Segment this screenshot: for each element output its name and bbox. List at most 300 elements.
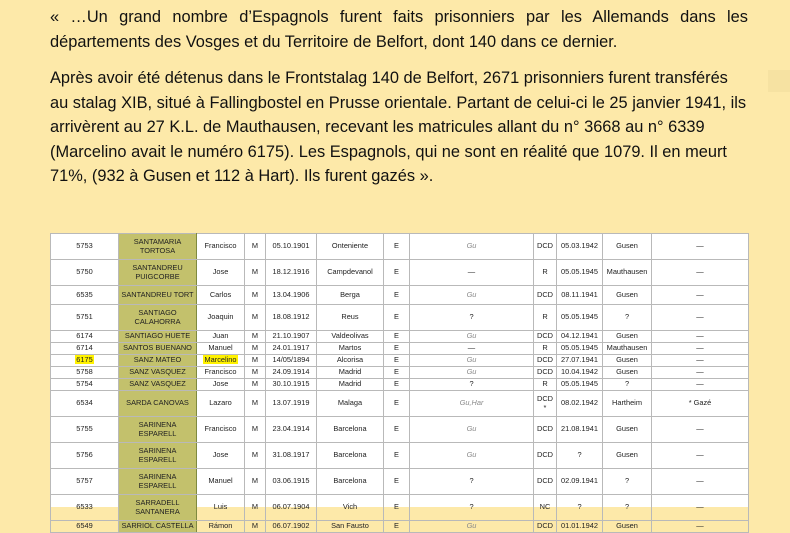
status-cell-text: DCD * — [536, 394, 553, 412]
nationality-cell-text: E — [394, 331, 399, 341]
matricule-cell — [51, 234, 119, 260]
table-row — [51, 343, 749, 355]
death-date-cell-text: 05.03.1942 — [561, 241, 598, 251]
sex-cell — [245, 367, 266, 379]
death-date-cell — [557, 331, 603, 343]
camp-cell-text: Gu — [466, 450, 477, 460]
location-cell — [603, 286, 652, 305]
status-cell-text: R — [542, 343, 548, 353]
sex-cell — [245, 469, 266, 495]
matricule-cell-text: 5750 — [76, 267, 93, 277]
table-row — [51, 495, 749, 521]
status-cell-text: DCD — [536, 289, 553, 299]
nationality-cell — [384, 260, 410, 286]
birthplace-cell — [317, 305, 384, 331]
camp-cell — [410, 234, 534, 260]
matricule-cell — [51, 260, 119, 286]
name-cell — [119, 355, 197, 367]
status-cell — [534, 331, 557, 343]
birthdate-cell — [266, 260, 317, 286]
matricule-cell-text: 5755 — [76, 424, 93, 434]
nationality-cell-text: E — [394, 312, 399, 322]
matricule-cell-text: 6533 — [76, 502, 93, 512]
sex-cell — [245, 286, 266, 305]
matricule-cell — [51, 443, 119, 469]
status-cell — [534, 521, 557, 533]
matricule-cell — [51, 495, 119, 521]
death-date-cell — [557, 469, 603, 495]
status-cell — [534, 391, 557, 417]
camp-cell — [410, 260, 534, 286]
location-cell-text: ? — [624, 502, 630, 512]
nationality-cell — [384, 521, 410, 533]
birthplace-cell — [317, 443, 384, 469]
status-cell — [534, 343, 557, 355]
sex-cell-text: M — [251, 367, 259, 377]
note-cell — [652, 469, 749, 495]
sex-cell-text: M — [251, 289, 259, 299]
note-cell — [652, 355, 749, 367]
birthdate-cell — [266, 469, 317, 495]
birthdate-cell — [266, 443, 317, 469]
prisoner-table — [50, 233, 749, 533]
firstname-cell — [197, 355, 245, 367]
firstname-cell-text: Francisco — [204, 424, 237, 434]
death-date-cell-text: 05.05.1945 — [561, 379, 598, 389]
birthdate-cell-text: 06.07.1902 — [272, 521, 310, 531]
death-date-cell-text: 10.04.1942 — [561, 367, 598, 377]
status-cell — [534, 305, 557, 331]
status-cell-text: DCD — [536, 241, 553, 251]
firstname-cell — [197, 391, 245, 417]
note-cell — [652, 521, 749, 533]
birthplace-cell — [317, 379, 384, 391]
death-date-cell-text: 05.05.1945 — [561, 267, 598, 277]
location-cell — [603, 367, 652, 379]
birthdate-cell — [266, 234, 317, 260]
note-cell — [652, 495, 749, 521]
location-cell-text: Gusen — [616, 521, 638, 531]
firstname-cell-text: Francisco — [204, 367, 237, 377]
birthplace-cell — [317, 367, 384, 379]
firstname-cell-text: Manuel — [208, 343, 233, 353]
matricule-cell-text: 5753 — [76, 241, 93, 251]
note-cell-text: — — [696, 367, 704, 377]
death-date-cell — [557, 379, 603, 391]
camp-cell — [410, 343, 534, 355]
nationality-cell — [384, 391, 410, 417]
matricule-cell-text: 5751 — [76, 312, 93, 322]
death-date-cell-text: 27.07.1941 — [561, 355, 598, 365]
death-date-cell — [557, 260, 603, 286]
name-cell — [119, 331, 197, 343]
birthdate-cell-text: 31.08.1917 — [272, 450, 310, 460]
nationality-cell — [384, 234, 410, 260]
note-cell-text: — — [696, 424, 704, 434]
name-cell — [119, 305, 197, 331]
status-cell-text: DCD — [536, 450, 553, 460]
name-cell-text: SANZ VASQUEZ — [129, 379, 186, 389]
table-row — [51, 355, 749, 367]
birthplace-cell — [317, 469, 384, 495]
matricule-cell-text: 6535 — [76, 289, 93, 299]
nationality-cell-text: E — [394, 476, 399, 486]
firstname-cell-text: Jose — [212, 450, 229, 460]
status-cell-text: DCD — [536, 355, 553, 365]
sex-cell-text: M — [251, 398, 259, 408]
nationality-cell-text: E — [394, 379, 399, 389]
birthdate-cell — [266, 305, 317, 331]
location-cell — [603, 234, 652, 260]
sex-cell — [245, 391, 266, 417]
nationality-cell — [384, 495, 410, 521]
death-date-cell — [557, 367, 603, 379]
table-row — [51, 260, 749, 286]
birthplace-cell-text: Valdeolivas — [331, 331, 369, 341]
death-date-cell — [557, 343, 603, 355]
nationality-cell — [384, 286, 410, 305]
note-cell-text: — — [696, 343, 704, 353]
status-cell-text: R — [542, 312, 548, 322]
birthplace-cell-text: Barcelona — [333, 424, 367, 434]
table-row — [51, 305, 749, 331]
camp-cell-text: — — [467, 267, 476, 277]
sex-cell-text: M — [251, 267, 259, 277]
nationality-cell-text: E — [394, 424, 399, 434]
matricule-cell-text: 6714 — [76, 343, 93, 353]
location-cell — [603, 495, 652, 521]
firstname-cell — [197, 469, 245, 495]
birthplace-cell — [317, 343, 384, 355]
camp-cell-text: Gu — [466, 521, 477, 531]
note-cell-text: — — [696, 267, 704, 277]
camp-cell-text: Gu — [466, 331, 477, 341]
death-date-cell — [557, 286, 603, 305]
firstname-cell — [197, 234, 245, 260]
location-cell-text: ? — [624, 476, 630, 486]
name-cell — [119, 286, 197, 305]
death-date-cell-text: 05.05.1945 — [561, 343, 598, 353]
status-cell — [534, 234, 557, 260]
location-cell-text: ? — [624, 379, 630, 389]
sex-cell-text: M — [251, 424, 259, 434]
note-cell — [652, 234, 749, 260]
note-cell-text: — — [696, 379, 704, 389]
death-date-cell — [557, 417, 603, 443]
note-cell-text: — — [696, 355, 704, 365]
firstname-cell-text: Juan — [212, 331, 229, 341]
table-row — [51, 379, 749, 391]
name-cell — [119, 495, 197, 521]
sex-cell-text: M — [251, 502, 259, 512]
sex-cell — [245, 379, 266, 391]
death-date-cell-text: 04.12.1941 — [561, 331, 598, 341]
name-cell-text: SANZ MATEO — [133, 355, 182, 365]
camp-cell — [410, 367, 534, 379]
name-cell-text: SANTAMARIA TORTOSA — [133, 237, 182, 255]
note-cell-text: — — [696, 289, 704, 299]
matricule-cell-text: 6175 — [76, 355, 93, 365]
birthplace-cell-text: Campdevanol — [327, 267, 373, 277]
camp-cell-text: — — [467, 343, 476, 353]
birthplace-cell — [317, 521, 384, 533]
nationality-cell — [384, 367, 410, 379]
name-cell — [119, 469, 197, 495]
name-cell-text: SANTANDREU TORT — [121, 289, 194, 299]
birthdate-cell-text: 03.06.1915 — [272, 476, 310, 486]
table-row — [51, 234, 749, 260]
name-cell-text: SANTANDREU PUIGCORBE — [132, 263, 183, 281]
sex-cell-text: M — [251, 241, 259, 251]
firstname-cell-text: Luis — [213, 502, 228, 512]
location-cell-text: Gusen — [616, 289, 638, 299]
birthdate-cell — [266, 331, 317, 343]
camp-cell-text: Gu — [466, 424, 477, 434]
camp-cell-text: ? — [469, 502, 474, 512]
camp-cell — [410, 379, 534, 391]
death-date-cell — [557, 443, 603, 469]
sex-cell-text: M — [251, 343, 259, 353]
birthplace-cell — [317, 331, 384, 343]
location-cell-text: Gusen — [616, 355, 638, 365]
matricule-cell — [51, 469, 119, 495]
matricule-cell-text: 6534 — [76, 398, 93, 408]
table-row — [51, 286, 749, 305]
firstname-cell — [197, 331, 245, 343]
nationality-cell — [384, 343, 410, 355]
name-cell — [119, 521, 197, 533]
firstname-cell — [197, 521, 245, 533]
name-cell-text: SARINENA ESPARELL — [138, 472, 177, 490]
location-cell-text: Mauthausen — [606, 343, 648, 353]
birthplace-cell-text: Reus — [341, 312, 359, 322]
firstname-cell — [197, 305, 245, 331]
birthplace-cell — [317, 417, 384, 443]
matricule-cell — [51, 417, 119, 443]
status-cell-text: DCD — [536, 331, 553, 341]
firstname-cell-text: Jose — [212, 379, 229, 389]
name-cell-text: SANTOS BUENANO — [123, 343, 192, 353]
birthplace-cell — [317, 355, 384, 367]
note-cell-text: — — [696, 502, 704, 512]
location-cell — [603, 391, 652, 417]
birthplace-cell — [317, 260, 384, 286]
status-cell-text: NC — [539, 502, 551, 512]
nationality-cell-text: E — [394, 289, 399, 299]
sex-cell-text: M — [251, 331, 259, 341]
location-cell — [603, 469, 652, 495]
birthdate-cell-text: 24.01.1917 — [272, 343, 310, 353]
birthdate-cell — [266, 355, 317, 367]
matricule-cell — [51, 286, 119, 305]
sex-cell — [245, 331, 266, 343]
firstname-cell-text: Carlos — [209, 289, 232, 299]
firstname-cell-text: Joaquin — [207, 312, 234, 322]
birthplace-cell-text: Onteniente — [331, 241, 369, 251]
birthdate-cell — [266, 495, 317, 521]
birthdate-cell-text: 24.09.1914 — [272, 367, 310, 377]
birthdate-cell-text: 23.04.1914 — [272, 424, 310, 434]
note-cell-text: — — [696, 450, 704, 460]
note-cell-text: — — [696, 331, 704, 341]
birthplace-cell-text: San Fausto — [331, 521, 369, 531]
birthplace-cell-text: Madrid — [338, 367, 362, 377]
birthplace-cell-text: Alcorisa — [336, 355, 364, 365]
note-cell-text: * Gazé — [688, 398, 712, 408]
firstname-cell-text: Jose — [212, 267, 229, 277]
birthdate-cell — [266, 417, 317, 443]
birthplace-cell-text: Barcelona — [333, 450, 367, 460]
firstname-cell — [197, 379, 245, 391]
camp-cell-text: Gu,Har — [459, 398, 484, 408]
note-cell-text: — — [696, 476, 704, 486]
location-cell — [603, 379, 652, 391]
status-cell — [534, 260, 557, 286]
birthdate-cell — [266, 521, 317, 533]
location-cell-text: Gusen — [616, 331, 638, 341]
name-cell — [119, 367, 197, 379]
birthdate-cell-text: 05.10.1901 — [272, 241, 310, 251]
matricule-cell-text: 5754 — [76, 379, 93, 389]
death-date-cell — [557, 355, 603, 367]
sex-cell-text: M — [251, 312, 259, 322]
location-cell-text: ? — [624, 312, 630, 322]
camp-cell — [410, 417, 534, 443]
birthdate-cell-text: 06.07.1904 — [272, 502, 310, 512]
firstname-cell — [197, 367, 245, 379]
birthdate-cell-text: 18.12.1916 — [272, 267, 310, 277]
nationality-cell-text: E — [394, 241, 399, 251]
death-date-cell — [557, 495, 603, 521]
nationality-cell-text: E — [394, 398, 399, 408]
death-date-cell-text: 21.08.1941 — [561, 424, 598, 434]
name-cell-text: SARRIOL CASTELLA — [121, 521, 194, 531]
matricule-cell — [51, 521, 119, 533]
margin-marker — [768, 70, 790, 92]
firstname-cell-text: Rámon — [208, 521, 233, 531]
matricule-cell-text: 5756 — [76, 450, 93, 460]
name-cell-text: SANZ VASQUEZ — [129, 367, 186, 377]
camp-cell-text: Gu — [466, 241, 477, 251]
nationality-cell-text: E — [394, 502, 399, 512]
firstname-cell-text: Marcelino — [204, 355, 237, 365]
note-cell-text: — — [696, 312, 704, 322]
birthplace-cell-text: Madrid — [338, 379, 362, 389]
death-date-cell-text: 08.02.1942 — [561, 398, 598, 408]
nationality-cell — [384, 305, 410, 331]
location-cell — [603, 260, 652, 286]
death-date-cell-text: ? — [577, 450, 582, 460]
birthdate-cell — [266, 391, 317, 417]
matricule-cell — [51, 305, 119, 331]
prisoner-table-image — [50, 233, 748, 531]
camp-cell — [410, 391, 534, 417]
status-cell — [534, 367, 557, 379]
camp-cell — [410, 495, 534, 521]
status-cell-text: DCD — [536, 424, 553, 434]
sex-cell-text: M — [251, 379, 259, 389]
note-cell — [652, 343, 749, 355]
firstname-cell — [197, 343, 245, 355]
firstname-cell-text: Manuel — [208, 476, 233, 486]
note-cell — [652, 391, 749, 417]
name-cell — [119, 343, 197, 355]
nationality-cell-text: E — [394, 450, 399, 460]
nationality-cell-text: E — [394, 267, 399, 277]
name-cell-text: SANTIAGO CALAHORRA — [134, 308, 181, 326]
matricule-cell — [51, 367, 119, 379]
birthplace-cell-text: Vich — [342, 502, 358, 512]
sex-cell — [245, 495, 266, 521]
camp-cell — [410, 286, 534, 305]
death-date-cell-text: 08.11.1941 — [561, 289, 598, 299]
nationality-cell-text: E — [394, 355, 399, 365]
camp-cell — [410, 305, 534, 331]
sex-cell-text: M — [251, 476, 259, 486]
death-date-cell-text: 02.09.1941 — [561, 476, 598, 486]
nationality-cell — [384, 443, 410, 469]
firstname-cell — [197, 417, 245, 443]
status-cell — [534, 495, 557, 521]
sex-cell — [245, 234, 266, 260]
death-date-cell — [557, 305, 603, 331]
birthdate-cell-text: 13.04.1906 — [272, 289, 310, 299]
table-row — [51, 331, 749, 343]
name-cell — [119, 234, 197, 260]
camp-cell-text: ? — [469, 312, 474, 322]
status-cell-text: DCD — [536, 521, 553, 531]
note-cell — [652, 331, 749, 343]
matricule-cell — [51, 379, 119, 391]
nationality-cell — [384, 469, 410, 495]
camp-cell — [410, 521, 534, 533]
prisoner-table-body — [51, 234, 749, 533]
quote-paragraph-1: « …Un grand nombre d’Espagnols furent faits prisonniers par les Allemands dans les départements des Vosges et du Territoire de Belfort, dont 140 dans ce dernier. — [50, 8, 748, 51]
note-cell — [652, 286, 749, 305]
firstname-cell — [197, 443, 245, 469]
death-date-cell-text: 05.05.1945 — [561, 312, 598, 322]
table-row — [51, 521, 749, 533]
birthplace-cell — [317, 391, 384, 417]
camp-cell-text: Gu — [466, 289, 477, 299]
sex-cell — [245, 355, 266, 367]
camp-cell — [410, 355, 534, 367]
table-row — [51, 417, 749, 443]
name-cell-text: SANTIAGO HUETE — [124, 331, 191, 341]
camp-cell-text: ? — [469, 476, 474, 486]
birthplace-cell-text: Malaga — [337, 398, 363, 408]
name-cell — [119, 391, 197, 417]
table-row — [51, 469, 749, 495]
status-cell — [534, 417, 557, 443]
name-cell-text: SARRADELL SANTANERA — [135, 498, 180, 516]
status-cell — [534, 443, 557, 469]
nationality-cell-text: E — [394, 343, 399, 353]
death-date-cell — [557, 234, 603, 260]
note-cell — [652, 367, 749, 379]
firstname-cell — [197, 495, 245, 521]
firstname-cell-text: Francisco — [204, 241, 237, 251]
location-cell — [603, 521, 652, 533]
nationality-cell-text: E — [394, 521, 399, 531]
birthdate-cell — [266, 286, 317, 305]
note-cell — [652, 417, 749, 443]
birthplace-cell — [317, 234, 384, 260]
status-cell-text: R — [542, 267, 548, 277]
birthplace-cell-text: Martos — [338, 343, 362, 353]
birthdate-cell-text: 14/05/1894 — [272, 355, 310, 365]
camp-cell-text: Gu — [466, 355, 477, 365]
